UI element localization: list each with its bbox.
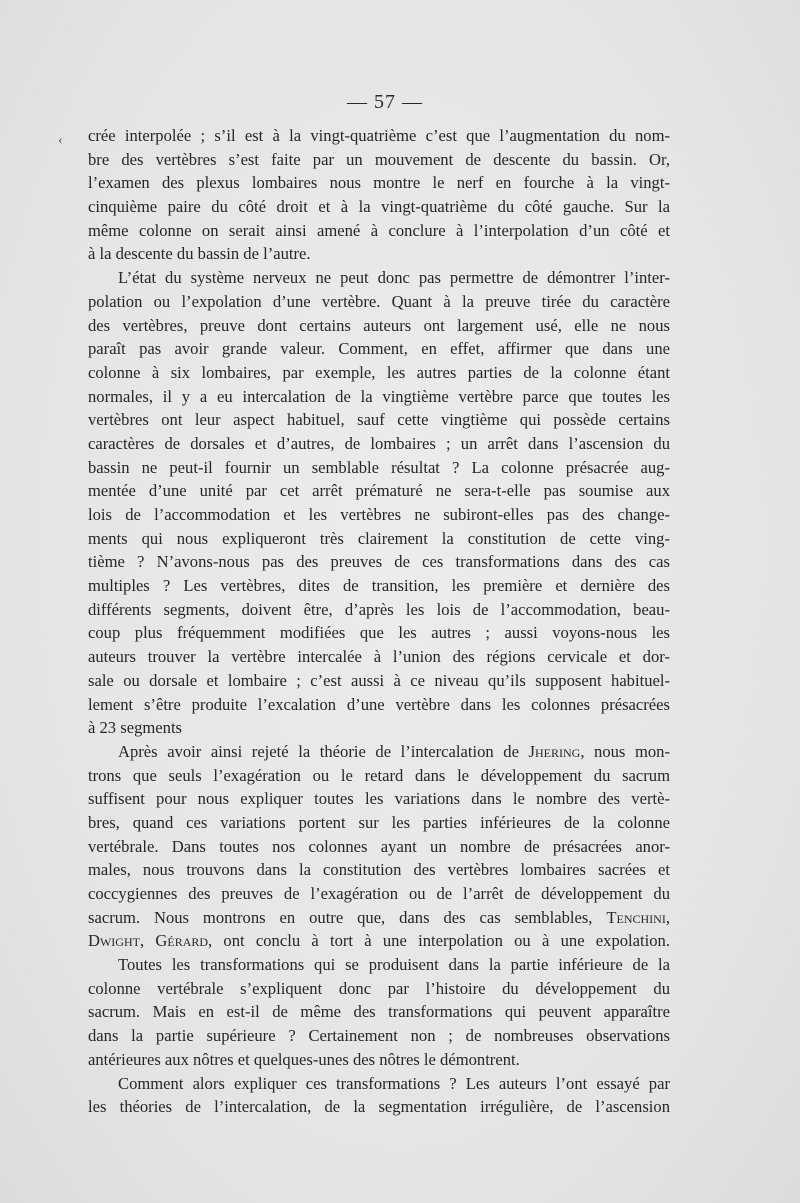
text-line: à 23 segments: [88, 718, 183, 738]
text-line: ments qui nous expliqueront très clairement la constitution de cette ving-: [88, 528, 670, 548]
text-line: vertèbres ont leur aspect habituel, sauf cette vingtième qui possède certains: [88, 410, 670, 430]
text-line: coup plus fréquemment modifiées que les autres ; aussi voyons-nous les: [88, 623, 670, 643]
text-line: lois de l’accommodation et les vertèbres ne subiront-elles pas des change-: [88, 505, 670, 524]
text-line: tième ? N’avons-nous pas des preuves de ces transformations dans des cas: [88, 552, 670, 572]
text-line: des vertèbres, preuve dont certains auteurs ont largement usé, elle ne nous: [88, 315, 670, 335]
text-line: [88, 929, 670, 953]
text-line: [88, 740, 670, 764]
text-line: Toutes les transformations qui se produisent dans la partie inférieure de la: [118, 955, 670, 975]
text-fragment: ,: [139, 931, 156, 951]
text-line: colonne à six lombaires, par exemple, les autres parties de la colonne étant: [88, 362, 670, 382]
margin-mark: ‹: [58, 133, 63, 148]
text-fragment: , nous mon-: [580, 741, 670, 761]
text-line: males, nous trouvons dans la constitution des vertèbres lombaires sacrées et: [88, 860, 670, 880]
text-line: caractères de dorsales et d’autres, de lombaires ; un arrêt dans l’ascension du: [88, 433, 670, 453]
text-line: cinquième paire du côté droit et à la vingt-quatrième du côté gauche. Sur la: [88, 197, 670, 217]
text-line: mentée d’une unité par cet arrêt prématuré ne sera-t-elle pas soumise aux: [88, 481, 670, 501]
text-line: suffisent pour nous expliquer toutes les variations dans le nombre des vertè-: [88, 789, 670, 809]
author-name: Jhering: [528, 741, 581, 761]
text-line: crée interpolée ; s’il est à la vingt-quatrième c’est que l’augmentation du nom-: [88, 126, 670, 145]
text-fragment: Après avoir ainsi rejeté la théorie de l’intercalation de: [118, 741, 529, 761]
page-number: — 57 —: [347, 91, 423, 113]
author-name: Dwight: [88, 931, 140, 951]
text-line: bres, quand ces variations portent sur les parties inférieures de la colonne: [88, 812, 670, 832]
text-line: sale ou dorsale et lombaire ; c’est aussi à ce niveau qu’ils supposent habituel-: [88, 670, 670, 690]
body-text: [88, 124, 670, 1119]
text-line: multiples ? Les vertèbres, dites de transition, les première et dernière des: [88, 576, 670, 596]
text-line: différents segments, doivent être, d’après les lois de l’accommodation, beau-: [88, 599, 670, 619]
text-line: colonne vertébrale s’expliquent donc par l’histoire du développement du: [88, 978, 670, 998]
text-line: même colonne on serait ainsi amené à conclure à l’interpolation d’un côté et: [88, 220, 670, 240]
text-line: [88, 906, 670, 930]
author-name: Tenchini: [606, 907, 666, 927]
text-line: L’état du système nerveux ne peut donc pas permettre de démontrer l’inter-: [118, 268, 670, 288]
text-line: paraît pas avoir grande valeur. Comment, en effet, affirmer que dans une: [88, 339, 670, 359]
text-line: bassin ne peut-il fournir un semblable résultat ? La colonne présacrée aug-: [88, 457, 670, 477]
author-name: Gérard: [155, 931, 209, 951]
text-fragment: sacrum. Nous montrons en outre que, dans des cas semblables,: [88, 907, 607, 927]
text-line: bre des vertèbres s’est faite par un mouvement de descente du bassin. Or,: [88, 149, 670, 169]
text-line: trons que seuls l’exagération ou le retard dans le développement du sacrum: [88, 765, 670, 785]
text-fragment: ,: [665, 907, 670, 927]
text-line: à la descente du bassin de l’autre.: [88, 244, 311, 264]
text-line: les théories de l’intercalation, de la segmentation irrégulière, de l’ascension: [88, 1097, 670, 1117]
text-line: antérieures aux nôtres et quelques-unes des nôtres le démontrent.: [88, 1049, 520, 1069]
text-line: l’examen des plexus lombaires nous montre le nerf en fourche à la vingt-: [88, 173, 670, 193]
text-line: vertébrale. Dans toutes nos colonnes ayant un nombre de présacrées anor-: [88, 836, 670, 856]
text-line: auteurs trouver la vertèbre intercalée à l’union des régions cervicale et dor-: [88, 647, 670, 667]
text-line: Comment alors expliquer ces transformations ? Les auteurs l’ont essayé par: [118, 1073, 670, 1093]
text-fragment: , ont conclu à tort à une interpolation ou à une expolation.: [208, 931, 671, 951]
text-line: sacrum. Mais en est-il de même des transformations qui peuvent apparaître: [88, 1002, 670, 1022]
text-line: coccygiennes des preuves de l’exagération ou de l’arrêt de développement du: [88, 884, 670, 903]
text-line: polation ou l’expolation d’une vertèbre. Quant à la preuve tirée du caractère: [88, 291, 670, 311]
text-line: lement s’être produite l’excalation d’une vertèbre dans les colonnes présacrées: [88, 694, 670, 714]
text-line: dans la partie supérieure ? Certainement non ; de nombreuses observations: [88, 1026, 670, 1046]
text-line: normales, il y a eu intercalation de la vingtième vertèbre parce que toutes les: [88, 386, 670, 406]
